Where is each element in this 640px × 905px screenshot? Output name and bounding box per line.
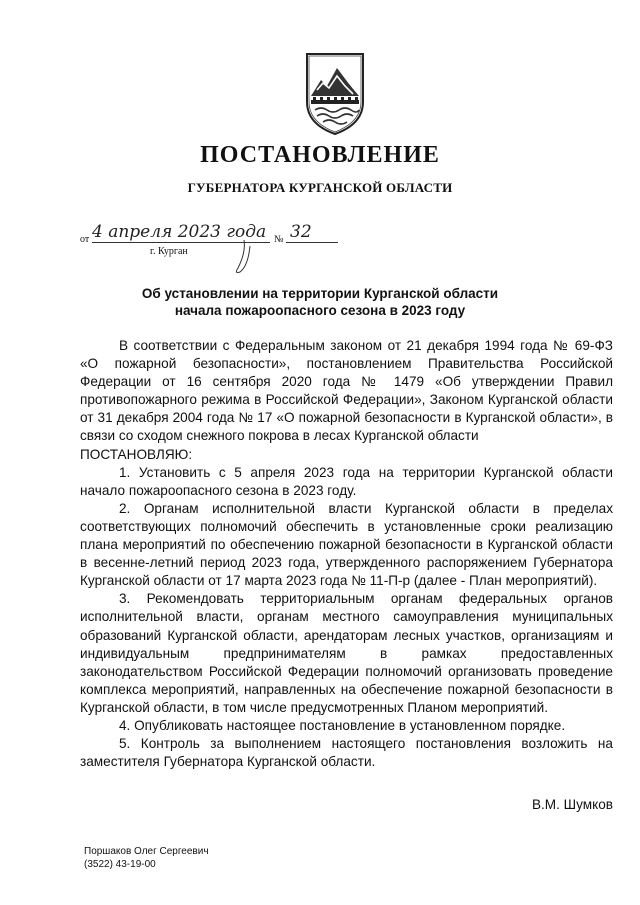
heading-line-1: Об установлении на территории Курганской области — [141, 286, 499, 301]
heading-line-2: начала пожароопасного сезона в 2023 году — [174, 303, 466, 318]
decree-item-5: 5. Контроль за выполнением настоящего постановления возложить на заместителя Губернатора Курганской области. — [80, 736, 613, 770]
date-number-block — [80, 222, 350, 272]
document-title: ПОСТАНОВЛЕНИЕ — [200, 142, 440, 168]
decree-item-4: 4. Опубликовать настоящее постановление в установленном порядке. — [119, 717, 566, 733]
decree-heading — [0, 285, 640, 319]
city-label: г. Курган — [150, 246, 188, 257]
decree-word: ПОСТАНОВЛЯЮ: — [80, 446, 193, 462]
decree-item-2: 2. Органам исполнительной власти Курганской области в пределах соответствующих полномочий обеспечить в установленные сроки реализацию плана мероприятий по обеспечению пожарной безопасности в Курганской области в весенне-летний период 2023 года, утвержденного распоряжением Губернатора Курганской области от 17 марта 2023 года № 11-П-р (далее - План мероприятий). — [80, 500, 613, 589]
decree-item-3: 3. Рекомендовать территориальным органам федеральных органов исполнительной власти, органам местного самоуправления муниципальных образований Курганской области, арендаторам лесных участков, организациям и индивидуальным предпринимателям в рамках предоставленных законодательством Российской Федерации полномочий организовать проведение комплекса мероприятий, направленных на обеспечение пожарной безопасности в Курганской области, в том числе предусмотренных Планом мероприятий. — [80, 591, 613, 715]
coat-of-arms-icon — [303, 50, 367, 136]
document-subtitle: ГУБЕРНАТОРА КУРГАНСКОЙ ОБЛАСТИ — [187, 180, 453, 195]
executor-phone: (3522) 43-19-00 — [84, 859, 156, 870]
number-label: № — [274, 234, 284, 245]
decree-item-1: 1. Установить с 5 апреля 2023 года на территории Курганской области начало пожароопасного сезона в 2023 году. — [80, 464, 613, 498]
decree-body — [80, 337, 613, 771]
handwritten-date: 4 апреля 2023 года — [92, 222, 267, 242]
number-underline — [286, 242, 338, 243]
executor-name: Поршаков Олег Сергеевич — [84, 846, 209, 857]
executor-block — [84, 845, 209, 871]
handwriting-flourish — [230, 238, 260, 276]
date-from-label: от — [80, 234, 90, 245]
handwritten-number: 32 — [290, 222, 312, 242]
preamble-paragraph: В соответствии с Федеральным законом от 21 декабря 1994 года № 69-ФЗ «О пожарной безопасности», постановлением Правительства Российской Федерации от 16 сентября 2020 года № 1479 «Об утверждении Правил противопожарного режима в Российской Федерации», Законом Курганской области от 31 декабря 2004 года № 17 «О пожарной безопасности в Курганской области», в связи со сходом снежного покрова в лесах Курганской области — [80, 338, 613, 444]
signer-name: В.М. Шумков — [531, 797, 613, 812]
